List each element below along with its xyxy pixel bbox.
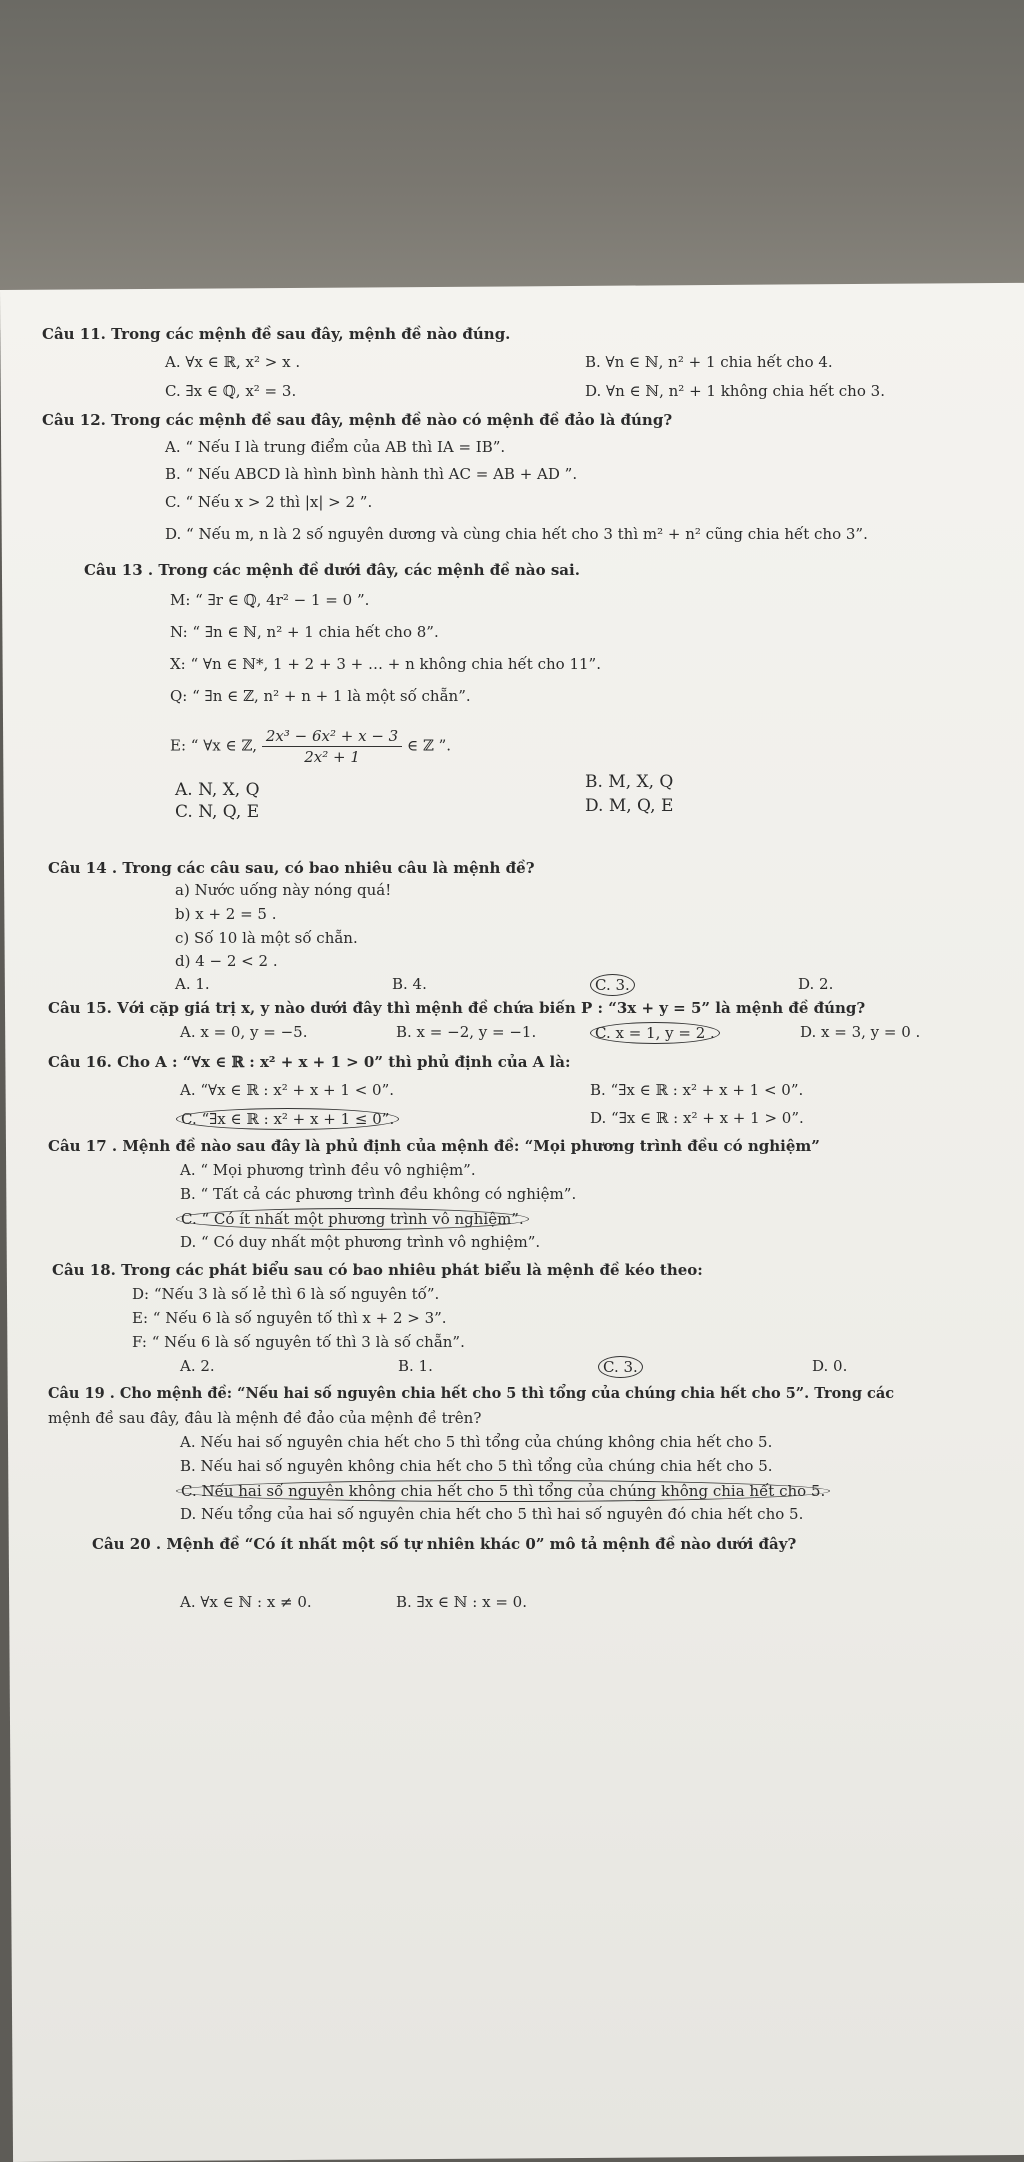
q19-option-a: A. Nếu hai số nguyên chia hết cho 5 thì tổng của chúng không chia hết cho 5. bbox=[180, 1433, 773, 1451]
q19-answer-mark: C. Nếu hai số nguyên không chia hết cho 5 thì tổng của chúng không chia hết cho 5. bbox=[176, 1480, 830, 1502]
q14-option-a: A. 1. bbox=[175, 975, 210, 993]
q18-option-c bbox=[602, 1356, 643, 1378]
q14-option-d: D. 2. bbox=[798, 975, 834, 993]
q12-option-a: A. “ Nếu I là trung điểm của AB thì IA = IB”. bbox=[165, 438, 506, 456]
q18-option-d: D. 0. bbox=[812, 1357, 848, 1375]
q15-option-b: B. x = −2, y = −1. bbox=[396, 1023, 537, 1041]
q13-e-fraction bbox=[262, 726, 402, 767]
q12-option-d: D. “ Nếu m, n là 2 số nguyên dương và cùng chia hết cho 3 thì m² + n² cũng chia hết cho 3”. bbox=[165, 525, 868, 543]
q14-stem: Câu 14 . Trong các câu sau, có bao nhiêu câu là mệnh đề? bbox=[48, 859, 535, 877]
q15-stem: Câu 15. Với cặp giá trị x, y nào dưới đây thì mệnh đề chứa biến P : “3x + y = 5” là mệnh đề đúng? bbox=[48, 999, 866, 1017]
q14-item-c: c) Số 10 là một số chẵn. bbox=[175, 929, 358, 947]
q15-option-c bbox=[594, 1022, 720, 1044]
q13-option-c: C. N, Q, E bbox=[175, 802, 260, 822]
q13-e-numerator: 2x³ − 6x² + x − 3 bbox=[262, 726, 402, 747]
q13-statement-q: Q: “ ∃n ∈ ℤ, n² + n + 1 là một số chẵn”. bbox=[170, 687, 471, 705]
q20-option-a: A. ∀x ∈ ℕ : x ≠ 0. bbox=[180, 1593, 312, 1611]
q11-option-b: B. ∀n ∈ ℕ, n² + 1 chia hết cho 4. bbox=[585, 353, 833, 371]
q11-option-c: C. ∃x ∈ ℚ, x² = 3. bbox=[165, 382, 297, 400]
q13-e-suffix: ∈ ℤ ”. bbox=[407, 736, 452, 755]
q14-item-a: a) Nước uống này nóng quá! bbox=[175, 881, 392, 899]
q15-answer-mark: C. x = 1, y = 2 . bbox=[590, 1022, 720, 1044]
q14-answer-mark: C. 3. bbox=[590, 974, 635, 996]
q13-e-prefix: E: “ ∀x ∈ ℤ, bbox=[170, 736, 258, 755]
q19-option-c bbox=[180, 1480, 830, 1502]
q13-statement-e bbox=[170, 726, 451, 767]
q11-option-a: A. ∀x ∈ ℝ, x² > x . bbox=[165, 353, 301, 371]
q15-option-d: D. x = 3, y = 0 . bbox=[800, 1023, 921, 1041]
q12-stem: Câu 12. Trong các mệnh đề sau đây, mệnh đề nào có mệnh đề đảo là đúng? bbox=[42, 411, 673, 429]
q17-option-d: D. “ Có duy nhất một phương trình vô nghiệm”. bbox=[180, 1233, 541, 1251]
q18-option-a: A. 2. bbox=[180, 1357, 215, 1375]
q13-option-a: A. N, X, Q bbox=[175, 780, 260, 800]
q18-statement-e: E: “ Nếu 6 là số nguyên tố thì x + 2 > 3”. bbox=[132, 1309, 447, 1327]
q16-option-c bbox=[180, 1108, 399, 1130]
q11-stem: Câu 11. Trong các mệnh đề sau đây, mệnh đề nào đúng. bbox=[42, 325, 511, 343]
q13-option-b: B. M, X, Q bbox=[585, 772, 674, 792]
q13-option-d: D. M, Q, E bbox=[585, 796, 674, 816]
q17-option-b: B. “ Tất cả các phương trình đều không có nghiệm”. bbox=[180, 1185, 577, 1203]
q20-stem: Câu 20 . Mệnh đề “Có ít nhất một số tự nhiên khác 0” mô tả mệnh đề nào dưới đây? bbox=[92, 1535, 797, 1553]
q11-option-d: D. ∀n ∈ ℕ, n² + 1 không chia hết cho 3. bbox=[585, 382, 885, 400]
q19-stem-line2: mệnh đề sau đây, đâu là mệnh đề đảo của mệnh đề trên? bbox=[48, 1409, 482, 1427]
q17-option-a: A. “ Mọi phương trình đều vô nghiệm”. bbox=[180, 1161, 476, 1179]
q14-item-b: b) x + 2 = 5 . bbox=[175, 905, 277, 923]
q18-stem: Câu 18. Trong các phát biểu sau có bao nhiêu phát biểu là mệnh đề kéo theo: bbox=[52, 1261, 703, 1279]
q14-item-d: d) 4 − 2 < 2 . bbox=[175, 952, 278, 970]
q18-statement-d: D: “Nếu 3 là số lẻ thì 6 là số nguyên tố”. bbox=[132, 1285, 440, 1303]
q16-stem: Câu 16. Cho A : “∀x ∈ ℝ : x² + x + 1 > 0” thì phủ định của A là: bbox=[48, 1053, 571, 1071]
q13-stem: Câu 13 . Trong các mệnh đề dưới đây, các mệnh đề nào sai. bbox=[84, 561, 580, 579]
q16-option-d: D. “∃x ∈ ℝ : x² + x + 1 > 0”. bbox=[590, 1109, 804, 1127]
q16-option-b: B. “∃x ∈ ℝ : x² + x + 1 < 0”. bbox=[590, 1081, 804, 1099]
q17-answer-mark: C. “ Có ít nhất một phương trình vô nghiệm”. bbox=[176, 1208, 529, 1230]
q17-stem: Câu 17 . Mệnh đề nào sau đây là phủ định của mệnh đề: “Mọi phương trình đều có nghiệm” bbox=[48, 1137, 820, 1155]
q16-option-a: A. “∀x ∈ ℝ : x² + x + 1 < 0”. bbox=[180, 1081, 395, 1099]
q20-option-b: B. ∃x ∈ ℕ : x = 0. bbox=[396, 1593, 527, 1611]
q12-option-b: B. “ Nếu ABCD là hình bình hành thì AC = AB + AD ”. bbox=[165, 465, 578, 483]
q18-statement-f: F: “ Nếu 6 là số nguyên tố thì 3 là số chẵn”. bbox=[132, 1333, 465, 1351]
q19-option-d: D. Nếu tổng của hai số nguyên chia hết cho 5 thì hai số nguyên đó chia hết cho 5. bbox=[180, 1505, 804, 1523]
q15-option-a: A. x = 0, y = −5. bbox=[180, 1023, 308, 1041]
q13-statement-n: N: “ ∃n ∈ ℕ, n² + 1 chia hết cho 8”. bbox=[170, 623, 439, 641]
q13-statement-x: X: “ ∀n ∈ ℕ*, 1 + 2 + 3 + … + n không chia hết cho 11”. bbox=[170, 655, 601, 673]
q18-option-b: B. 1. bbox=[398, 1357, 433, 1375]
q14-option-c bbox=[594, 974, 635, 996]
q19-stem-line1: Câu 19 . Cho mệnh đề: “Nếu hai số nguyên chia hết cho 5 thì tổng của chúng chia hết cho 5”. Trong các bbox=[48, 1385, 895, 1402]
q12-option-c: C. “ Nếu x > 2 thì |x| > 2 ”. bbox=[165, 493, 373, 511]
q14-option-b: B. 4. bbox=[392, 975, 427, 993]
q13-e-denominator: 2x² + 1 bbox=[304, 748, 360, 766]
q17-option-c bbox=[180, 1208, 529, 1230]
q18-answer-mark: C. 3. bbox=[598, 1356, 643, 1378]
q13-statement-m: M: “ ∃r ∈ ℚ, 4r² − 1 = 0 ”. bbox=[170, 591, 370, 609]
q16-answer-mark: C. “∃x ∈ ℝ : x² + x + 1 ≤ 0”. bbox=[176, 1108, 399, 1130]
q19-option-b: B. Nếu hai số nguyên không chia hết cho 5 thì tổng của chúng chia hết cho 5. bbox=[180, 1457, 773, 1475]
